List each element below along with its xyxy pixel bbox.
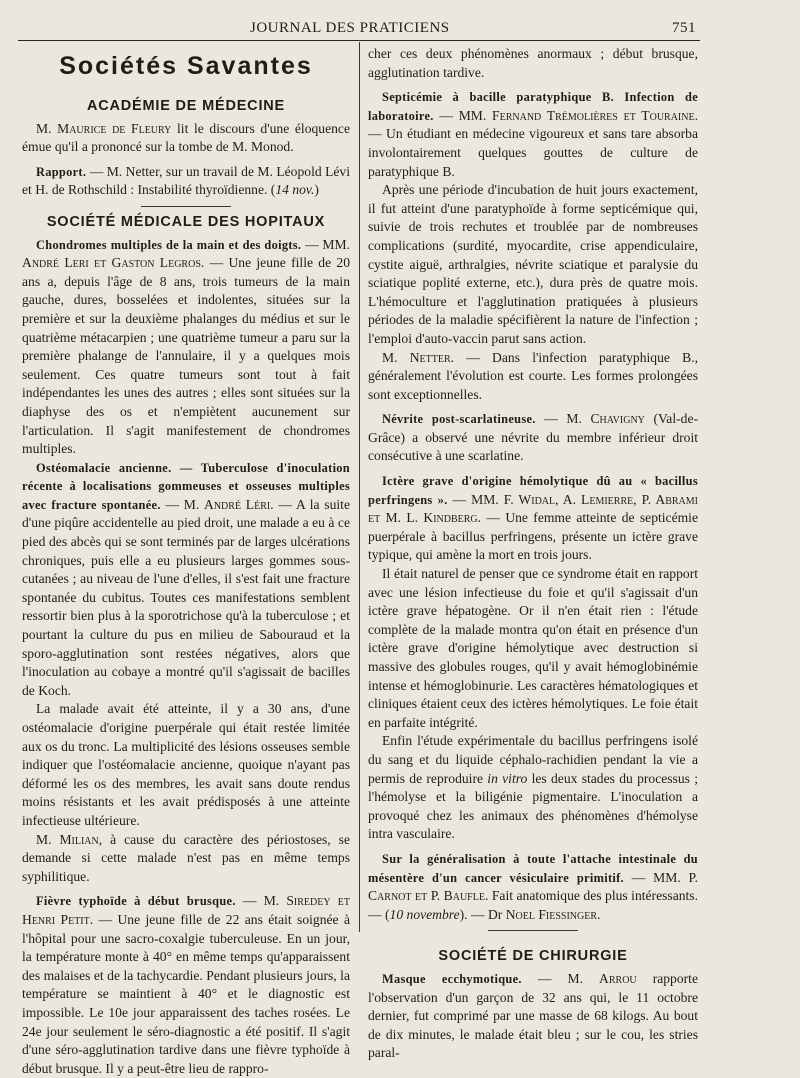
rubric: Fièvre typhoïde à début brusque. <box>36 894 236 909</box>
page-title: Sociétés Savantes <box>59 52 313 80</box>
paragraph-ictere-suite: Il était naturel de penser que ce syndrome était en rapport avec une lésion infectieuse du foie et qu'il s'agissait d'un ictère grave hépatogène. Or il n'en était rien : l'étude complète de la malade montra qu'on était en présence d'un ictère grave d'origine hémolytique avec destruction si massive des globules rouges, qu'il y avait hémoglobinémie intense et hémoglobinurie. Les caractères hématologiques et cliniques étaient ceux des ictères hémolytiques. Le foie était en parfaite intégrité. <box>368 566 698 730</box>
paragraph-masque-ecchymotique: Masque ecchymotique. — M. Arrou rapporte l'observation d'un garçon de 32 ans qui, le 11 octobre dernier, fut comprimé par une masse de 68 kilogs. Au bout de dix minutes, le malade était bleu ; sur le cou, les stries paral- <box>368 970 698 1061</box>
paragraph-chondromes: Chondromes multiples de la main et des doigts. — MM. André Leri et Gaston Legros. — Une jeune fille de 20 ans a, depuis l'âge de 8 ans, trois tumeurs de la main gauche, dures, bosselées et indolentes, situées sur la première et sur la deuxième phalanges du médius et sur le quatrième métacarpien ; une quatrième tumeur a paru sur la première phalange de l'annulaire, il y a quelques mois seulement. Ces quatre tumeurs sont tout à fait indépendantes les unes des autres ; elles sont situées sur la diaphyse des os et n'empiètent aucunement sur l'articulation. Il s'agit manifestement de chondromes multiples. <box>22 236 350 457</box>
column-divider <box>359 42 360 932</box>
header-rule <box>18 40 700 41</box>
paragraph-netter: M. Netter. — Dans l'infection paratyphique B., généralement l'évolution est courte. Les formes prolongées sont exceptionnelles. <box>368 349 699 402</box>
page-number: 751 <box>672 20 696 36</box>
author-name: André Léri. <box>204 496 274 512</box>
author-name: André Leri et Gaston Legros. <box>22 255 205 271</box>
rubric: Chondromes multiples de la main et des doigts. <box>36 237 302 252</box>
author-name: Fernand Trémolières et Touraine. <box>492 107 698 123</box>
author-name: F. Widal, A. Lemierre, P. Abrami et M. L. Kindberg. <box>368 491 698 526</box>
rubric: Névrite post-scarlatineuse. <box>382 412 536 427</box>
page-header <box>20 18 696 40</box>
paragraph-cancer-vesiculaire: Sur la généralisation à toute l'attache intestinale du mésentère d'un cancer vésiculaire primitif. — MM. P. Carnot et P. Baufle. Fait anatomique des plus intéressants. — (10 novembre). — Dr Noel Fiessinger. <box>368 851 698 922</box>
author-name: M. Netter. <box>382 349 455 365</box>
left-column <box>22 45 350 1078</box>
paragraph-ictere: Ictère grave d'origine hémolytique dû au « bacillus perfringens ». — MM. F. Widal, A. Lemierre, P. Abrami et M. L. Kindberg. — Une femme atteinte de septicémie puerpérale à bacillus perfringens, présente un ictère grave typique, qui amène la mort en trois jours. <box>368 474 698 563</box>
paragraph-fleury: M. Maurice de Fleury lit le discours d'une éloquence émue qu'il a prononcé sur la tombe de M. Monod. <box>22 120 350 155</box>
right-column <box>368 45 698 1063</box>
signature: Noel Fiessinger. <box>505 906 601 922</box>
rubric: Rapport. <box>36 164 87 179</box>
author-name: Chavigny <box>590 411 645 427</box>
section-rule <box>488 930 578 931</box>
rubric: Ostéomalacie ancienne. — Tuberculose d'inoculation récente à localisations gommeuses et osseuses multiples avec fracture spontanée. <box>22 460 350 512</box>
author-name: P. Carnot et P. Baufle. <box>368 869 698 904</box>
paragraph-rapport: Rapport. — M. Netter, sur un travail de M. Léopold Lévi et H. de Rothschild : Instabilité thyroïdienne. (14 nov.) <box>22 163 350 198</box>
paragraph-osteomalacie: Ostéomalacie ancienne. — Tuberculose d'inoculation récente à localisations gommeuses et osseuses multiples avec fracture spontanée. — M. André Léri. — A la suite d'une piqûre accidentelle au pied droit, une malade a eu à ce pied des abcès qui se sont terminés par de larges ulcérations chroniques, puis elle a eu plusieurs larges gommes sous-cutanées ; au niveau de l'une d'elles, il s'est fait une fracture spontanée du cubitus. Toutes ces manifestations semblent ressortir bien plus à la sporotrichose qu'à la tuberculose ; et pourtant la culture du pus en milieu de Sabouraud et la sporo-agglutination sont restées négatives, alors que l'inoculation au cobaye a montré qu'il s'agissait de bacilles de Koch. <box>22 460 350 698</box>
section-heading-smh: SOCIÉTÉ MÉDICALE DES HOPITAUX <box>46 213 326 230</box>
author-name: M. Maurice de Fleury <box>36 120 172 136</box>
author-name: M. Milian, <box>36 831 103 847</box>
paragraph-osteomalacie-suite: La malade avait été atteinte, il y a 30 ans, d'une ostéomalacie d'origine puerpérale qui était restée limitée aux os du tronc. La multiplicité des lésions osseuses semble indiquer que l'ostéomalacie ancienne, quoique n'ayant pas déformé les os des membres, les avait sans doute rendus moins résistants et les avait prédisposés à une atteinte infectieuse ultérieure. <box>22 701 350 828</box>
author-name: Arrou <box>599 970 637 986</box>
rubric: Septicémie à bacille paratyphique B. Infection de laboratoire. <box>368 90 698 123</box>
section-heading-chirurgie: SOCIÉTÉ DE CHIRURGIE <box>438 948 628 965</box>
paragraph-continuation: cher ces deux phénomènes anormaux ; début brusque, agglutination tardive. <box>368 46 698 80</box>
rubric: Masque ecchymotique. <box>382 971 522 986</box>
paragraph-incubation: Après une période d'incubation de huit jours exactement, il fut atteint d'une paratyphoïde à forme septicémique qui, suivie de trois rechutes et troublée par de nombreuses complications (surdité, myocardite, crise appendiculaire, cystite aiguë, arthralgies, névrite sciatique et paralysie du sciatique poplité externe, etc.), dura près de quatre mois. L'hémoculture et l'agglutination pratiquées à plusieurs périodes de la maladie spécifièrent la nature de l'infection ; l'emploi d'auto-vaccin parut sans action. <box>368 182 698 346</box>
running-title: JOURNAL DES PRATICIENS <box>250 20 450 36</box>
section-heading-academie: ACADÉMIE DE MÉDECINE <box>86 98 286 114</box>
section-rule <box>141 206 231 207</box>
paragraph-nevrite: Névrite post-scarlatineuse. — M. Chavigny (Val-de-Grâce) a observé une névrite du membre inférieur droit consécutive à une scarlatine. <box>368 411 699 464</box>
rubric: Sur la généralisation à toute l'attache intestinale du mésentère d'un cancer vésiculaire primitif. <box>368 851 698 885</box>
paragraph-paratyphique: Septicémie à bacille paratyphique B. Infection de laboratoire. — MM. Fernand Trémolières et Touraine. — Un étudiant en médecine vigoureux et sans tare absorba involontairement quelques gouttes de culture de paratyphique B. <box>368 90 698 179</box>
paragraph-experimentale: Enfin l'étude expérimentale du bacillus perfringens isolé du sang et du liquide céphalo-rachidien pendant la vie a permis de reproduire in vitro les deux stades du processus ; l'hémolyse et la biligénie pigmentaire. L'inoculation a provoqué chez les animaux des phénomènes d'hémolyse intra vasculaire. <box>368 733 698 842</box>
paragraph-fievre-typhoide: Fièvre typhoïde à début brusque. — M. Siredey et Henri Petit. — Une jeune fille de 22 ans était soignée à l'hôpital pour une sacro-coxalgie tuberculeuse. En un jour, la température monte à 40° en même temps qu'apparaissent des malaises et de la tachycardie. Pendant plusieurs jours, la température se maintient à 40° et le diagnostic est impossible. Le 10e jour apparaissent des taches rosées. Le 24e jour seulement le séro-diagnostic a été positif. Il s'agit d'une séro-agglutination tardive dans une fièvre typhoïde à début brusque. Il y a peut-être lieu de rappro- <box>22 893 350 1076</box>
rubric: Ictère grave d'origine hémolytique dû au « bacillus perfringens ». <box>368 474 698 507</box>
paragraph-milian: M. Milian, à cause du caractère des périostoses, se demande si cette malade n'est pas en même temps syphilitique. <box>22 831 350 884</box>
author-name: Siredey et Henri Petit. <box>22 893 350 927</box>
